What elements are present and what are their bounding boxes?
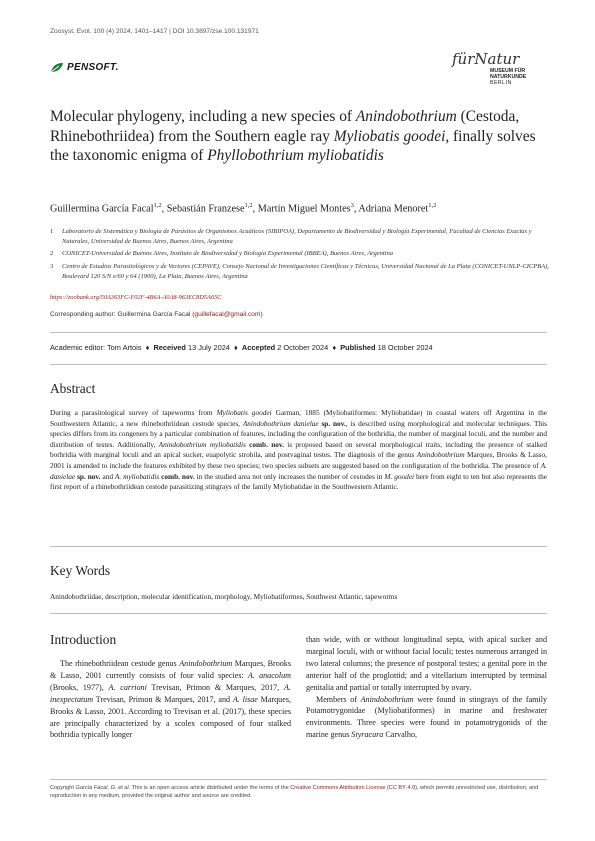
divider — [50, 546, 547, 547]
pensoft-leaf-icon — [50, 62, 64, 73]
license-link[interactable]: Creative Commons Attribution License (CC BY 4.0) — [290, 785, 417, 791]
article-title: Molecular phylogeny, including a new species of Anindobothrium (Cestoda, Rhinebothriidea) from the Southern eagle ray Myliobatis goodei, finally solves the taxonomic enigma of Phyllobothrium myliobatidis — [50, 108, 536, 165]
museum-line-1: MUSEUM FÜR — [490, 68, 526, 74]
email-link[interactable]: guillefacal@gmail.com — [194, 311, 261, 318]
affiliation-text: Centro de Estudios Parasitológicos y de Vectores (CEPAVE), Consejo Nacional de Investigaciones Científicas y Técnicas, Universidad Nacional de La Plata (CONICET-UNLP-CICPBA), Boulevard 120 S/N e/60 y 64 (1900), La Plata, Buenos Aires, Argentina — [62, 262, 549, 280]
editorial-dates: Academic editor: Tom Artois ♦ Received 13 July 2024 ♦ Accepted 2 October 2024 ♦ Published 18 October 2024 — [50, 343, 433, 352]
museum-script: fürNatur — [452, 50, 520, 68]
introduction-heading: Introduction — [50, 632, 117, 647]
affiliation-text: Laboratorio de Sistemática y Biología de Parásitos de Organismos Acuáticos (SIBIPOA), Departamento de Biodiversidad y Biología Experimental, Facultad de Ciencias Exactas y Naturales, Universidad de Buenos Aires, Buenos Aires, Argentina — [62, 228, 532, 246]
journal-citation: Zoosyst. Evol. 100 (4) 2024, 1401–1417 | DOI 10.3897/zse.100.131971 — [50, 28, 259, 35]
divider — [50, 332, 547, 333]
affiliations: 1 Laboratorio de Sistemática y Biología de Parásitos de Organismos Acuáticos (SIBIPOA), Departamento de Biodiversidad y Biología Experimental, Facultad de Ciencias Exactas y Naturales, Universidad de Buenos Aires, Buenos Aires, Argentina 2 CONICET-Universidad de Buenos Aires, Instituto de Biodiversidad y Biología Experimental (IBBEA), Buenos Aires, Argentina 3 Centro de Estudios Parasitológicos y de Vectores (CEPAVE), Consejo Nacional de Investigaciones Científicas y Técnicas, Universidad Nacional de La Plata (CONICET-UNLP-CICPBA), Boulevard 120 S/N e/60 y 64 (1900), La Plata, Buenos Aires, Argentina — [50, 227, 550, 284]
intro-right-column — [306, 634, 547, 741]
abstract-text: During a parasitological survey of tapeworms from Myliobatis goodei Garman, 1885 (Myliobatiformes: Myliobatidae) in coastal waters off Argentina in the Southwestern Atlantic, a new rhinebothriidean cestode species, Anindobothrium danielae sp. nov., is described using morphological and molecular techniques. This species differs from its congeners by a particular combination of features, including the configuration of the bothridia, the number of marginal loculi, and the number and distribution of testes. Additionally, Anindobothrium myliobatidis comb. nov. is proposed based on several morphological traits, including the presence of stalked bothridia with marginal loculi and an apical sucker, euapolytic strobila, and postvaginal testes. The diagnosis of the genus Anindobothrium Marques, Brooks & Lasso, 2001 is amended to include the features exhibited by these two species; two species subsets are suggested based on the configuration of the bothridia. The presence of A. danielae sp. nov. and A. myliobatidis comb. nov. in the studied area not only increases the number of cestodes in M. goodei here from eight to ten but also represents the first report of a rhinebothriidean cestode parasitizing stingrays of the family Myliobatidae in the Southwestern Atlantic. — [50, 408, 548, 492]
intro-paragraph: The rhinebothriidean cestode genus Anindobothrium Marques, Brooks & Lasso, 2001 currently consists of four valid species: A. anacolum (Brooks, 1977), A. carrioni Trevisan, Primon & Marques, 2017, A. inexpectatum Trevisan, Primon & Marques, 2017, and A. lisae Marques, Brooks & Lasso, 2001. According to Trevisan et al. (2017), these species are principally characterized by a scolex composed of four stalked bothridia typically longer — [50, 659, 291, 740]
divider — [50, 364, 547, 365]
author-name: Guillermina García Facal — [50, 203, 154, 215]
intro-paragraph: than wide, with or without longitudinal septa, with apical sucker and marginal loculi, with or without facial loculi; testes numerous arranged in two lateral columns; the presence of postporal testes; a genital pore in the anterior half of the proglottid; and a vitellarium interrupted by terminal genitalia and partial or totally interrupted by ovary. — [306, 635, 547, 692]
author-name: Adriana Menoret — [358, 203, 429, 215]
divider — [50, 779, 547, 780]
author-name: Sebastián Franzese — [166, 203, 245, 215]
author-name: Martín Miguel Montes — [257, 203, 351, 215]
zoobank-link[interactable]: https://zoobank.org/50A363FC-F02F-4B6A-A0A8-963EC8D5A65C — [50, 294, 222, 301]
copyright-notice: Copyright García Facal, G. et al. This is an open access article distributed under the terms of the Creative Commons Attribution License (CC BY 4.0), which permits unrestricted use, distribution, and reproduction in any medium, provided the original author and source are credited. — [50, 785, 539, 799]
keywords-text: Anindobothriidae, description, molecular identification, morphology, Myliobatiformes, Southwest Atlantic, tapeworms — [50, 592, 398, 601]
intro-left-column — [50, 658, 291, 741]
publisher-name: PENSOFT. — [67, 62, 119, 73]
pensoft-logo[interactable] — [50, 62, 119, 73]
keywords-heading: Key Words — [50, 563, 111, 578]
abstract-heading: Abstract — [50, 381, 96, 396]
museum-logo[interactable] — [452, 50, 548, 92]
affiliation-text: CONICET-Universidad de Buenos Aires, Instituto de Biodiversidad y Biología Experimental (IBBEA), Buenos Aires, Argentina — [62, 250, 393, 258]
author-list: Guillermina García Facal$^{1,2}$, Sebastián Franzese$^{1,2}$, Martín Miguel Montes$^3$, Adriana Menoret$^{1,2}$ — [50, 202, 437, 215]
museum-line-3: BERLIN — [490, 80, 512, 86]
museum-line-2: NATURKUNDE — [490, 74, 527, 80]
divider — [50, 613, 547, 614]
intro-paragraph: Members of Anindobothrium were found in stingrays of the family Potamotrygonidae (Myliobatiformes) in marine and freshwater environments. Three species were found in potamotrygonids of the marine genus Styracura Carvalho, — [306, 694, 547, 740]
corresponding-author: Corresponding author: Guillermina García Facal (guillefacal@gmail.com) — [50, 311, 263, 318]
